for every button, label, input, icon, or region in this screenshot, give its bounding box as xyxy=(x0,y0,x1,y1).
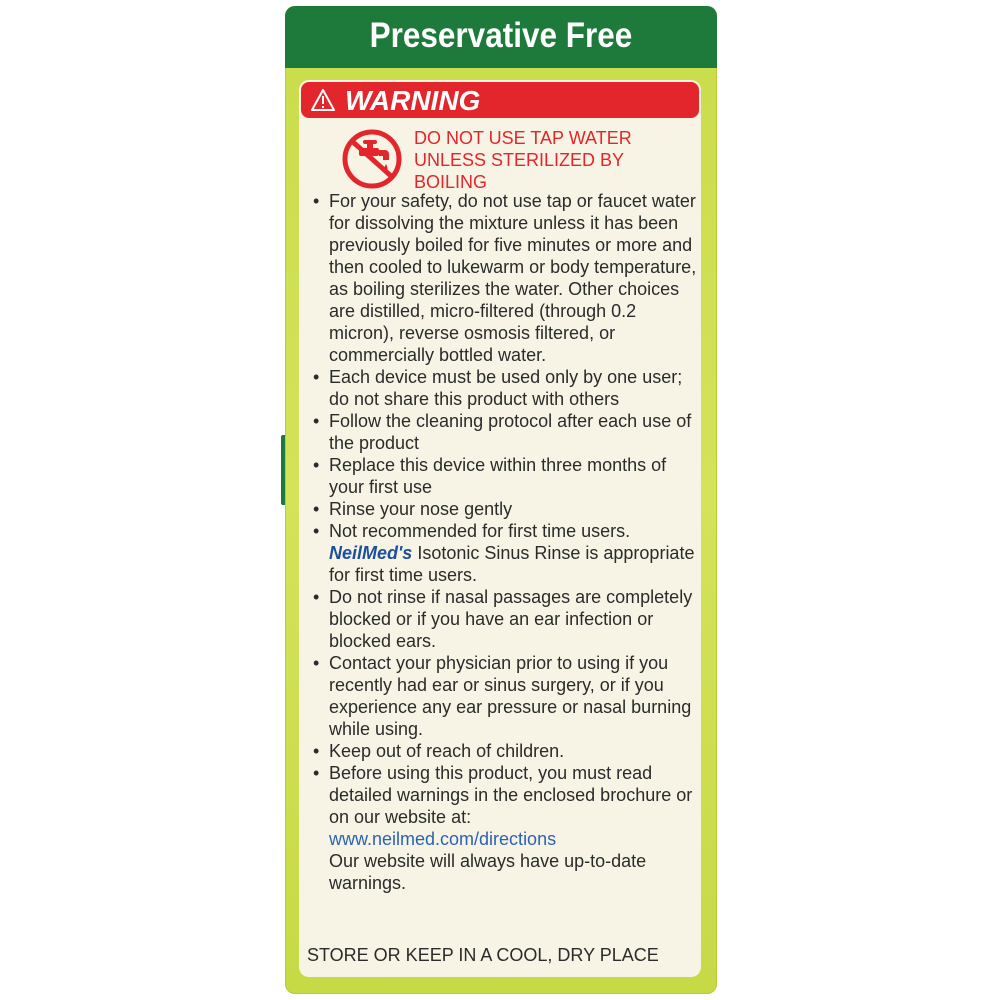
warning-panel xyxy=(299,80,701,977)
warning-bar xyxy=(301,82,699,118)
list-item: • Each device must be used only by one user; do not share this product with others xyxy=(313,367,683,409)
neilmed-brand: NeilMed's xyxy=(329,543,413,563)
list-item: • Do not rinse if nasal passages are completely blocked or if you have an ear infection or blocked ears. xyxy=(313,587,693,651)
list-item: • For your safety, do not use tap or faucet water for dissolving the mixture unless it has been previously boiled for five minutes or more and then cooled to lukewarm or body temperature, as boiling sterilizes the water. Other choices are distilled, micro-filtered (through 0.2 micron), reverse osmosis filtered, or commercially bottled water. xyxy=(313,191,697,365)
warning-list xyxy=(307,190,699,894)
warning-label: WARNING xyxy=(345,85,481,116)
warning-triangle-icon xyxy=(311,88,335,112)
label-box xyxy=(285,6,717,994)
tap-notice-line: UNLESS STERILIZED BY xyxy=(414,150,625,170)
storage-instruction: STORE OR KEEP IN A COOL, DRY PLACE xyxy=(307,945,659,965)
list-item: • Keep out of reach of children. xyxy=(313,741,565,761)
list-item: • Not recommended for first time users. NeilMed's Isotonic Sinus Rinse is appropriate for first time users. xyxy=(313,521,695,585)
list-item: • Before using this product, you must read detailed warnings in the enclosed brochure or on our website at: www.neilmed.com/directions Our website will always have up-to-date warnings. xyxy=(313,763,693,893)
tap-notice-line: BOILING xyxy=(414,172,488,192)
list-item: • Contact your physician prior to using if you recently had ear or sinus surgery, or if you experience any ear pressure or nasal burning while using. xyxy=(313,653,692,739)
tap-water-notice xyxy=(414,127,694,193)
website-link[interactable]: www.neilmed.com/directions xyxy=(329,829,557,849)
tap-notice-line: DO NOT USE TAP WATER xyxy=(414,128,632,148)
no-tap-water-icon xyxy=(341,128,403,190)
list-item: • Rinse your nose gently xyxy=(313,499,513,519)
list-item: • Follow the cleaning protocol after each use of the product xyxy=(313,411,692,453)
header-banner xyxy=(285,6,717,68)
header-title: Preservative Free xyxy=(369,16,633,55)
list-item: • Replace this device within three months of your first use xyxy=(313,455,667,497)
